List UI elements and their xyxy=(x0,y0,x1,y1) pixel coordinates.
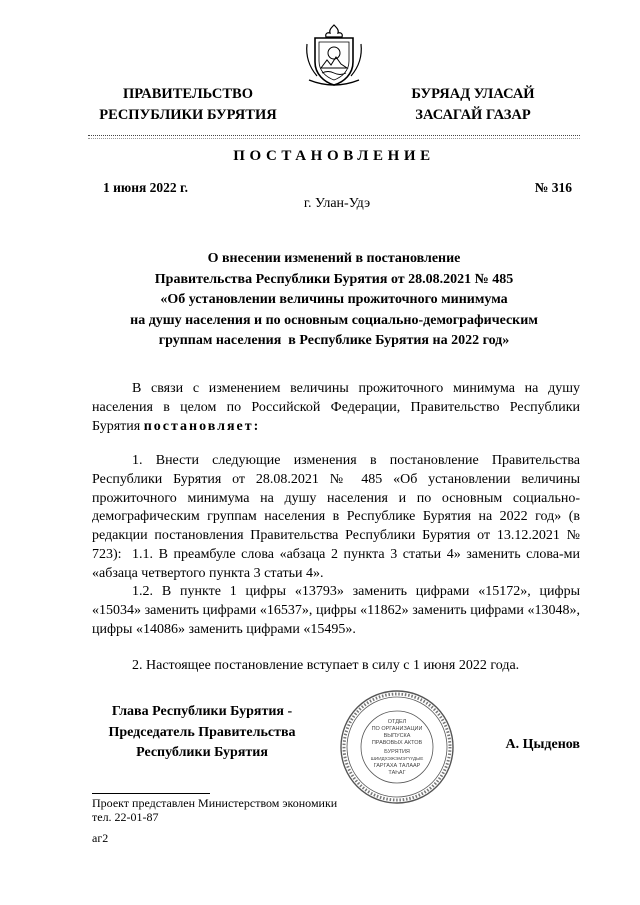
header-right-line1: БУРЯАД УЛАСАЙ xyxy=(411,86,535,102)
clause-2: 2. Настоящее постановление вступает в силу с 1 июня 2022 года. xyxy=(132,658,520,673)
coat-of-arms-emblem xyxy=(303,22,365,88)
header-right-line2: ЗАСАГАЙ ГАЗАР xyxy=(415,107,531,123)
signatory-position-line: Председатель Правительства xyxy=(108,724,296,740)
signatory-name: А. Цыденов xyxy=(505,737,580,752)
government-name-buryat xyxy=(392,84,554,126)
document-date: 1 июня 2022 г. xyxy=(103,180,189,195)
signatory-position-line: Глава Республики Бурятия - xyxy=(111,704,293,719)
document-number: № 316 xyxy=(534,180,572,195)
preamble-text: В связи с изменением величины прожиточного минимума на душу населения в целом по Российской Федерации, Правительство Республики Бурятия xyxy=(92,381,580,434)
preamble-paragraph xyxy=(92,380,580,436)
stamp-text-line: ПО ОРГАНИЗАЦИИ xyxy=(371,726,423,732)
header-left-line1: ПРАВИТЕЛЬСТВО xyxy=(123,86,253,102)
stamp-text-line: ПРАВОВЫХ АКТОВ xyxy=(371,740,423,746)
official-stamp xyxy=(338,688,456,806)
header-divider xyxy=(88,135,580,136)
government-name-russian xyxy=(88,84,288,126)
clause-1-1: 1.1. В преамбуле слова «абзаца 2 пункта 3 статьи 4» заменить слова-ми «абзаца четвертого пункта 3 статьи 4». xyxy=(92,547,580,581)
signatory-position xyxy=(92,702,312,764)
document-city: г. Улан-Удэ xyxy=(303,196,371,211)
stamp-text-line: ШИИДХЭЖЭМЭГҮҮДЫЕ xyxy=(370,756,424,761)
document-type: ПОСТАНОВЛЕНИЕ xyxy=(233,148,435,164)
document-title xyxy=(88,249,580,352)
title-line: «Об установлении величины прожиточного минимума xyxy=(160,292,508,308)
title-line: группам населения в Республике Бурятия на 2022 год» xyxy=(158,333,510,349)
title-line: на душу населения и по основным социально-демографическим xyxy=(130,312,538,328)
footer-divider xyxy=(92,793,210,794)
stamp-text-line: ГАРГАХА ТАЛААР xyxy=(373,763,421,769)
resolution-keyword: постановляет: xyxy=(143,418,261,434)
stamp-text-line: ТАҺАГ xyxy=(388,770,406,776)
stamp-text-line: БУРЯТИЯ xyxy=(384,749,410,755)
clause-1: 1. Внести следующие изменения в постановление Правительства Республики Бурятия от 28.08.2021 № 485 «Об установлении величины прожиточного минимума на душу населения и по основным социально-демографическим группам населения в Республике Бурятия на 2022 год» (в редакции постановления Правительства Республики Бурятия от 13.12.2021 № 723): xyxy=(92,453,580,562)
footer-prepared-by: Проект представлен Министерством экономики xyxy=(92,796,338,810)
footer-code: аг2 xyxy=(92,831,109,845)
title-line: Правительства Республики Бурятия от 28.08.2021 № 485 xyxy=(154,271,514,287)
stamp-text-line: ОТДЕЛ xyxy=(387,719,407,725)
header-left-line2: РЕСПУБЛИКИ БУРЯТИЯ xyxy=(99,107,277,123)
header-divider-second xyxy=(88,138,580,139)
footer-phone: тел. 22-01-87 xyxy=(92,810,159,824)
signatory-position-line: Республики Бурятия xyxy=(136,745,268,761)
stamp-text-line: ВЫПУСКА xyxy=(383,733,411,739)
title-line: О внесении изменений в постановление xyxy=(207,251,461,266)
clause-1-2: 1.2. В пункте 1 цифры «13793» заменить цифрами «15172», цифры «15034» заменить цифрами «16537», цифры «11862» заменить цифрами «13048», цифры «14086» заменить цифрами «15495». xyxy=(92,584,580,637)
